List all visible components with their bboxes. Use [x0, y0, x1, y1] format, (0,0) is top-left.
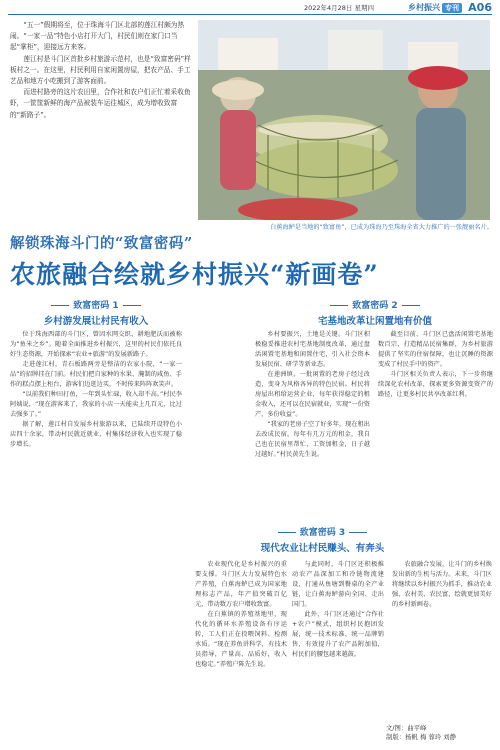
- section-tag: 专刊: [442, 3, 462, 13]
- section-body: 与此同时，斗门区还积极推动农产品深加工和冷链物流建设，打通从鱼塘到餐桌的全产业链，让白蕉海鲈游向全国、走出国门。 此外，斗门区还通过“合作社+农户”模式，组织村民抱团发展，统一技术标准、统一品牌销售，有效提升了农产品附加值，村民们的腰包越来越鼓。: [292, 561, 384, 658]
- page-number: A06: [468, 1, 492, 14]
- section-heading: 致富密码 2 宅基地改革让闲置地有价值: [255, 298, 495, 327]
- lead-photo: [198, 20, 490, 220]
- photo-caption: 白蕉海鲈是当地的“致富鱼”，已成为珠海乃至珠海全省大力推广的一张靓丽名片。: [270, 224, 493, 231]
- article-kicker: 解锁珠海斗门的“致富密码”: [10, 235, 193, 252]
- section-body: 农业现代化是乡村振兴的重要支撑。斗门区大力发展特色水产养殖，白蕉海鲈已成为国家地理标志产品，年产值突破百亿元，带动数万农户增收致富。 在白蕉镇的养殖基地里，现代化的循环水养殖设备有序运转，工人们正在投喂饲料、检测水质。“现在养鱼讲科学，有技术员指导，产量高、品质好，收入也稳定。”养殖户陈先生说。: [195, 561, 287, 668]
- section-body: 农旅融合发展，让斗门的乡村焕发出新的生机与活力。未来，斗门区将继续以乡村振兴为抓手，推动农业强、农村美、农民富，绘就更加美好的乡村新画卷。: [392, 561, 492, 608]
- section-title: 乡村游发展让村民有收入: [43, 316, 149, 327]
- article-headline: 农旅融合绘就乡村振兴“新画卷”: [10, 260, 379, 289]
- editor-credits: 文/图：曲平峰 制版：杨帆 梅 蓉玲 刘静: [386, 724, 456, 741]
- section-heading: 致富密码 1 乡村游发展让村民有收入: [10, 298, 182, 327]
- section-heading: 致富密码 3 现代农业让村民赚头、有奔头: [255, 525, 390, 554]
- section-body: 位于珠海西部的斗门区，曾因水网交织、耕地肥沃而被称为“鱼米之乡”。随着全面推进乡村振兴，这里的村民们依托良好生态资源，开始探索“农业+旅游”的发展新路子。 走进莲江村，青石板路两旁是整洁的农家小院，“一家一品”的招牌挂在门前。村民们把自家种的水果、腌制的咸鱼、手作的糕点摆上柜台，游客们边逛边买，不时传来阵阵欢笑声。 “以前我们种田打鱼，一年到头忙碌，收入却不高。”村民李阿姨说，“现在游客来了，我家的小店一天能卖上几百元，比过去强多了。” 据了解，莲江村自发展乡村旅游以来，已陆续开设特色小店四十余家，带动村民就近就业，村集体经济收入也实现了稳步增长。: [10, 331, 182, 448]
- intro-paragraph: 莲江村是斗门区首批乡村旅游示范村，也是“致富密码”样板村之一。在这里，村民利用自家闲置房屋，把农产品、手工艺品和地方小吃搬到了游客面前。: [10, 54, 191, 86]
- page-header: [8, 2, 492, 15]
- issue-date: 2022年4月28日 星期四: [303, 4, 374, 12]
- section-name: 乡村振兴 专刊: [408, 2, 462, 13]
- section-title: 宅基地改革让闲置地有价值: [317, 316, 432, 327]
- intro-paragraph: 而进村路旁的这片农田里，合作社和农户们正忙着采收鱼虾，一筐筐新鲜的海产品被装车运往城区，成为增收致富的“新路子”。: [10, 88, 191, 119]
- lead-photo-illustration: [198, 20, 490, 220]
- section-title: 现代农业让村民赚头、有奔头: [260, 543, 385, 554]
- intro-paragraph: “五一”假期将至，位于珠海斗门区北部的莲江村颇为热闹。“一家一品”特色小店打开大门，村民们则在家门口当起“掌柜”，迎接远方来客。: [10, 21, 185, 52]
- intro-text: [10, 20, 193, 121]
- section-body: [195, 305, 252, 535]
- section-body: 乡村要振兴，土地是关键。斗门区积极稳妥推进农村宅基地制度改革，通过盘活闲置宅基地和闲置住宅，引入社会资本发展民宿、研学等新业态。 在莲洲镇，一批闲置的老房子经过改造，变身为风格各异的特色民宿。村民将房屋出租给运营企业，每年获得稳定的租金收入，还可以在民宿就业，实现“一份资产、多份收益”。 “我家的老房子空了好多年，现在租出去改成民宿，每年有几万元的租金，我自己也在民宿里帮忙，工资加租金，日子越过越好。”村民黄先生说。: [255, 331, 370, 458]
- section-body: 截至目前，斗门区已盘活闲置宅基地数百宗，打造精品民宿集群，为乡村旅游提供了坚实的住宿保障，也让沉睡的资源变成了村民手中的资产。 斗门区相关负责人表示，下一步将继续深化农村改革，探索更多资源变资产的路径，让更多村民共享改革红利。: [378, 331, 493, 398]
